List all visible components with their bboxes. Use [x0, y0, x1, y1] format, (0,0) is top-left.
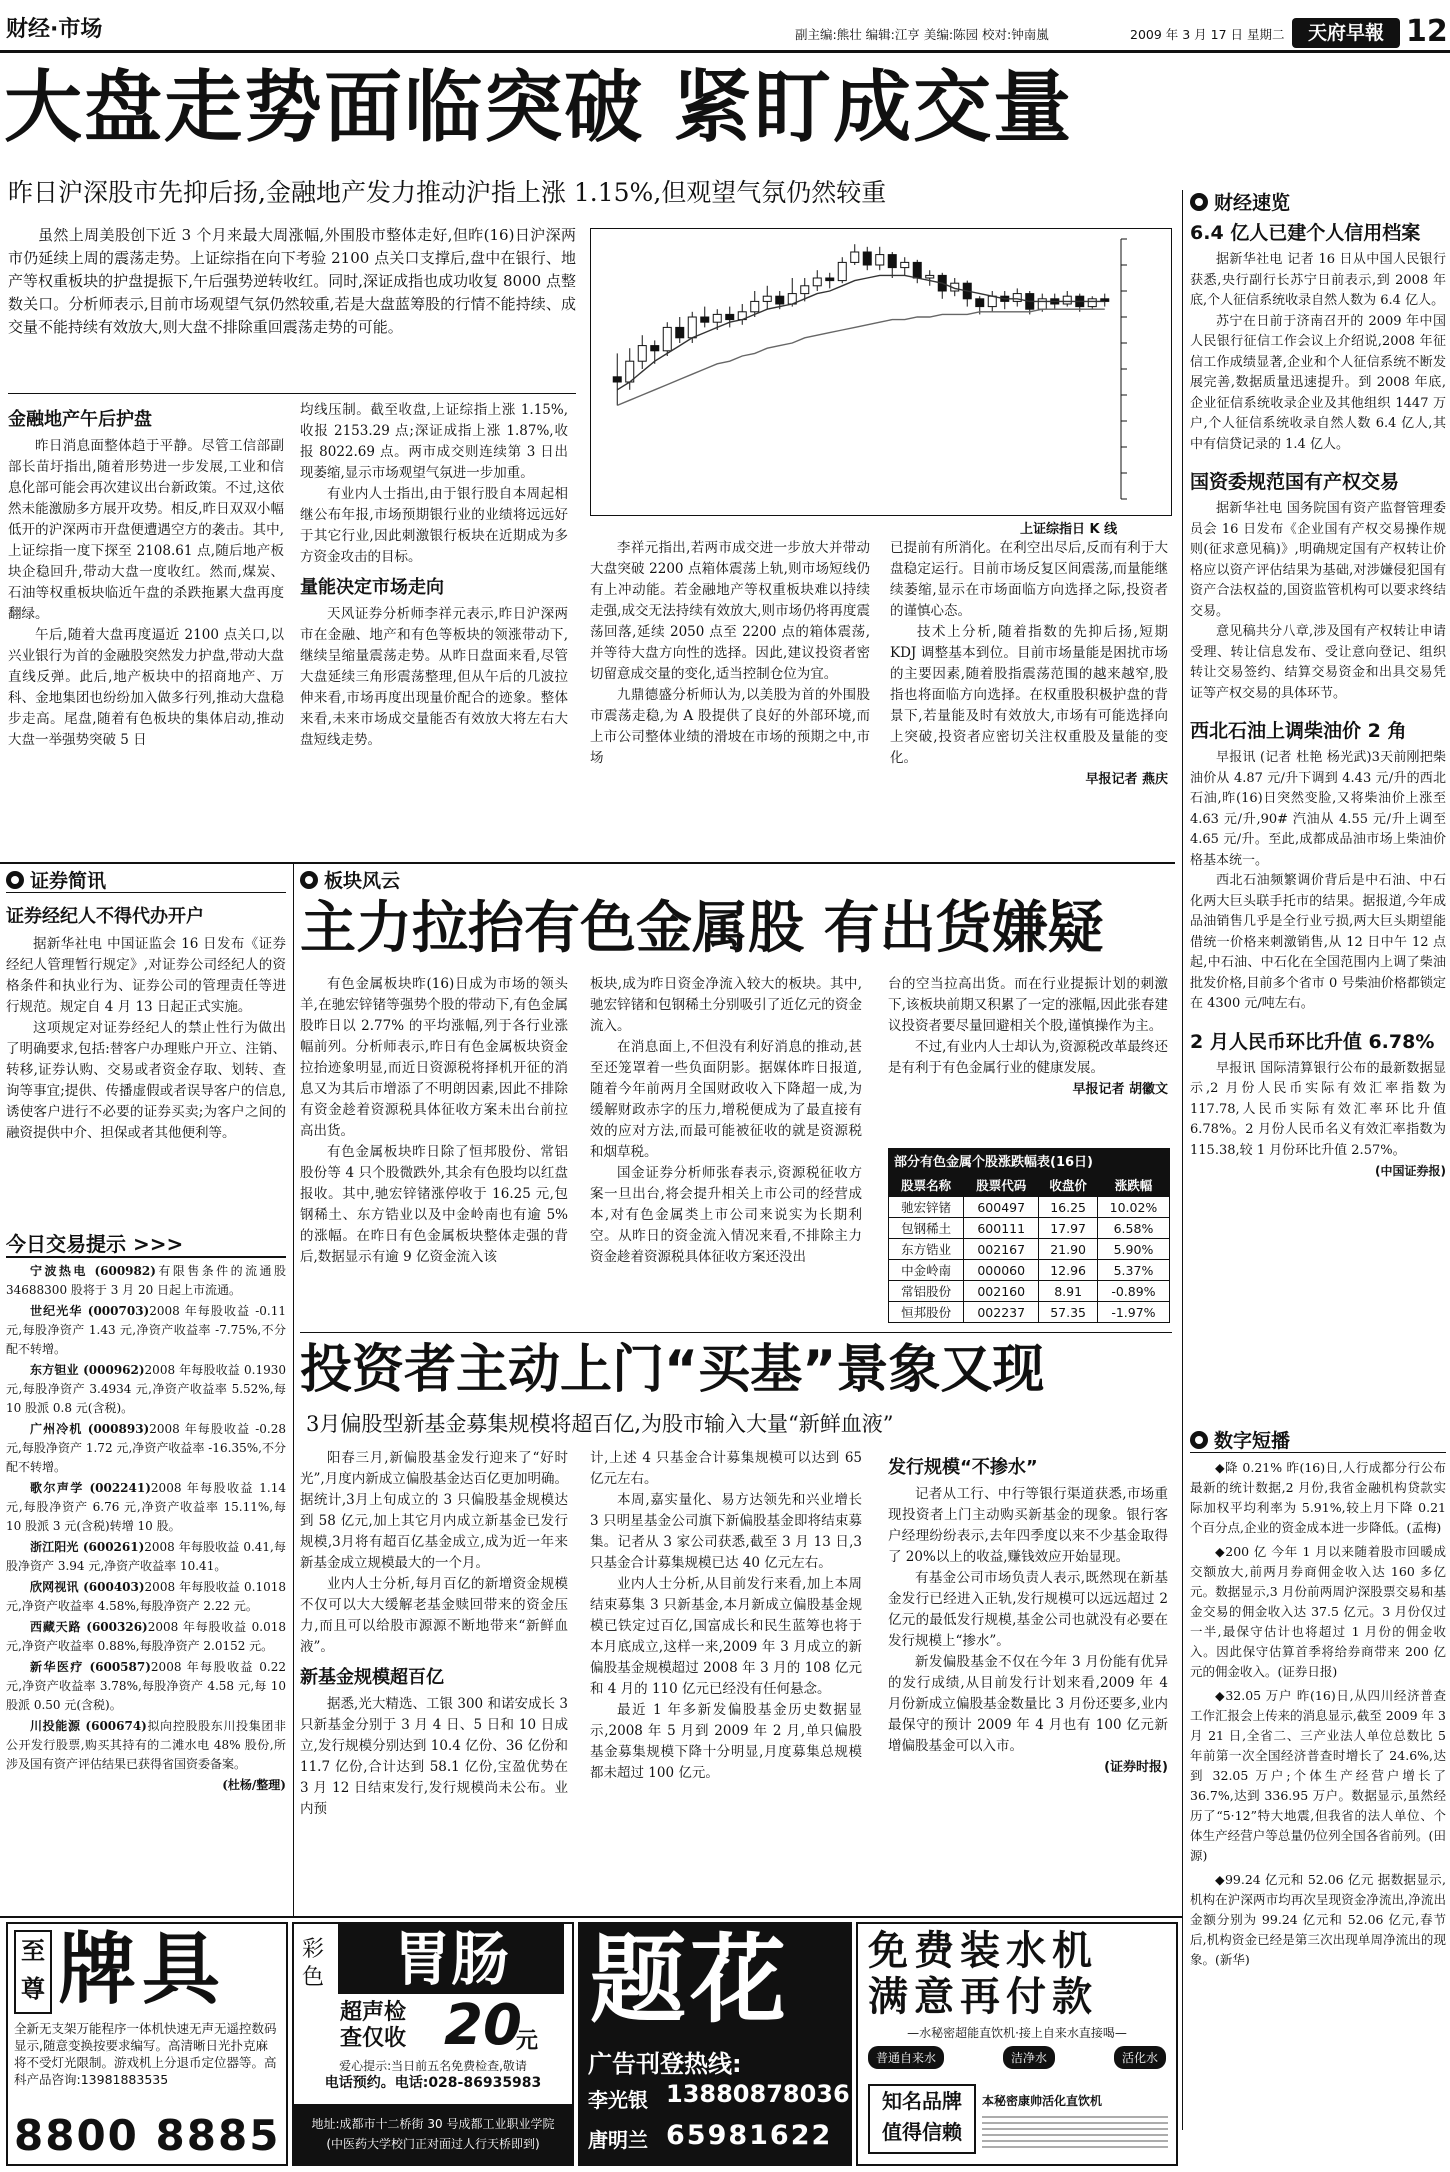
kline-candle	[1088, 296, 1096, 309]
kline-candle	[726, 307, 734, 328]
ad2-address-line: (中医药大学校门正对面过人行天桥即到)	[326, 2137, 540, 2151]
sidebar-title: 国资委规范国有产权交易	[1190, 471, 1400, 493]
kline-candle	[876, 247, 884, 270]
ad-card-water	[856, 1922, 1178, 2166]
ad2-note	[300, 2058, 566, 2092]
digit-brief: ◆99.24 亿元和 52.06 亿元 据数据显示,机构在沪深两市均再次呈现资金净流出,净流出金额分别为 99.24 亿元和 52.06 亿元,春节后,机构资金已经是第三次出现单周净流出的现象。(新华)	[1190, 1872, 1446, 1967]
metals-col3	[888, 974, 1168, 1100]
kline-candle	[701, 307, 709, 328]
table-cell: 17.97	[1039, 1218, 1098, 1239]
tip-text: 拟向控股股东川投集团非公开发行股票,购买其持有的二滩水电 48% 股份,所涉及国有资产评估结果已获得省国资委备案。	[6, 1719, 286, 1771]
ad4-badges	[868, 2046, 1166, 2069]
ad3-contact-name: 李光银	[588, 2088, 648, 2112]
tip-stock-name: 川投能源 (600674)	[30, 1719, 147, 1733]
brief-left-para: 据新华社电 中国证监会 16 日发布《证券经纪人管理暂行规定》,对证券公司经纪人的资格条件和执业行为、证券公司的管理责任等进行规范。规定自 4 月 13 日起正式实施。	[6, 936, 286, 1015]
digit-brief: ◆200 亿 今年 1 月以来随着股市回暖成交额放大,前两月券商佣金收入达 160 多亿元。数据显示,3 月份前两周沪深股票交易和基金交易的佣金收入达 37.5 亿元。3 月份仅过一半,最保守估计也将超过 1 月份的佣金收入。因此保守估算首季将给券商带来 200 亿元的佣金收入。(证券日报)	[1190, 1544, 1446, 1679]
tip-text: 2008 年每股收益 0.22 元,净资产收益率 3.78%,每股净资产 4.58 元,每 10 股派 0.50 元(含税)。	[6, 1660, 286, 1712]
ad2-line1: 超声检	[340, 2000, 407, 2025]
brief-section-header	[6, 866, 106, 893]
sidebar-title: 西北石油上调柴油价 2 角	[1190, 720, 1407, 742]
funds-para: 业内人士分析,从目前发行来看,加上本周结束募集 3 只新基金,本月新成立偏股基金规模已铁定过百亿,国富成长和民生蓝筹也将于本月底成立,这样一来,2009 年 3 月成立的新偏股基金规模超过 2008 年 3 月的 108 亿元和 4 月的 110 亿元已经没有任何悬念。	[590, 1576, 862, 1697]
ad2-small	[302, 1936, 324, 1992]
ad2-line2: 查仅收	[340, 2026, 407, 2051]
funds-subhead: 3月偏股型新基金募集规模将超百亿,为股市输入大量“新鲜血液”	[306, 1412, 894, 1436]
table-cell: 10.02%	[1097, 1197, 1169, 1218]
tip-stock-name: 广州冷机 (000893)	[30, 1422, 150, 1436]
funds-col1	[300, 1448, 568, 1820]
sidebar-para: 苏宁在日前于济南召开的 2009 年中国人民银行征信工作会议上介绍说,2008 年征信工作成绩显著,企业和个人征信系统不断发展完善,数据质量迅速提升。到 2008 年底,企业征信系统收录企业及其他组织 1447 万户,个人征信系统收录自然人数 6.4 亿人,其中有信贷记录的 1.4 亿人。	[1190, 313, 1446, 452]
ad-card-hotline	[578, 1922, 852, 2166]
table-cell: 6.58%	[1097, 1218, 1169, 1239]
tip-item	[6, 1361, 286, 1418]
sidebar-para: 早报讯 (记者 杜艳 杨光武)3天前刚把柴油价从 4.87 元/升下调到 4.43 元/升的西北石油,昨(16)日突然变脸,又将柴油价上涨至 4.63 元/升,90# 汽油从 4.55 元/升上调至 4.65 元/升。至此,成都成品油市场上柴油价格基本统一。	[1190, 750, 1446, 868]
kline-candle	[963, 281, 971, 307]
table-row	[889, 1239, 1170, 1260]
lead-col2	[300, 400, 568, 751]
lead-para: 技术上分析,随着指数的先抑后扬,短期 KDJ 调整基本到位。目前市场量能是困扰市场的主要因素,随着股指震荡范围的越来越窄,股指也将面临方向选择。在权重股积极护盘的背景下,若量能及时有效放大,市场有可能选择向上突破,投资者应密切关注权重股及量能的变化。	[890, 624, 1168, 766]
ad-card-tables	[6, 1922, 288, 2166]
tip-item	[6, 1420, 286, 1477]
metals-para: 国金证券分析师张春表示,资源税征收方案一旦出台,将会提升相关上市公司的经营成本,对有色金属类上市公司来说实为长期利空。从昨日的资金流入情况来看,不排除主力资金趁着资源税具体征收方案还没出	[590, 1165, 862, 1265]
section-bullet-icon	[6, 871, 24, 889]
table-cell: 002167	[964, 1239, 1039, 1260]
table-cell: 东方锆业	[889, 1239, 964, 1260]
digits-section-header	[1190, 1426, 1290, 1453]
tip-item	[6, 1302, 286, 1359]
issue-date: 2009 年 3 月 17 日 星期二	[1130, 27, 1285, 42]
brief-left-title: 证券经纪人不得代办开户	[6, 906, 204, 927]
table-row	[889, 1218, 1170, 1239]
table-header-cell: 股票名称	[889, 1174, 964, 1197]
kline-candle	[1063, 291, 1071, 307]
paper-logo: 天府早報	[1292, 18, 1400, 48]
ad4-badge: 洁净水	[1003, 2046, 1055, 2069]
lead-byline: 早报记者 燕庆	[1085, 772, 1168, 787]
kline-candle	[851, 244, 859, 265]
funds-para: 新发偏股基金不仅在今年 3 月份能有优异的发行成绩,从目前发行计划来看,2009 年 4 月份新成立偏股基金数量比 3 月份还要多,业内最保守的预计 2009 年 4 月也有 100 亿元新增偏股基金可以入市。	[888, 1654, 1168, 1754]
lead-para: 均线压制。截至收盘,上证综指上涨 1.15%,收报 2153.29 点;深证成指上涨 1.87%,收报 8022.69 点。两市成交则连续第 3 日出现萎缩,显示市场观望气氛进一步加重。	[300, 402, 568, 481]
brief-section-title: 证券简讯	[30, 870, 107, 892]
ad2-phone: 电话预约。电话:028-86935983	[324, 2075, 542, 2091]
kline-chart	[590, 228, 1172, 516]
kline-candle	[813, 270, 821, 291]
ad4-line2: 满意再付款	[868, 1974, 1098, 2020]
table-cell: 600111	[964, 1218, 1039, 1239]
tip-text: 2008 年每股收益 -0.11 元,每股净资产 1.43 元,净资产收益率 -7.75%,不分配不转增。	[6, 1304, 286, 1356]
tip-text: 有限售条件的流通股 34688300 股将于 3 月 20 日起上市流通。	[6, 1264, 286, 1297]
sidebar-para: 意见稿共分八章,涉及国有产权转让申请受理、转让信息发布、受让意向登记、组织转让交易签约、结算交易资金和出具交易凭证等产权交易的具体环节。	[1190, 624, 1446, 701]
tip-stock-name: 世纪光华 (000703)	[30, 1304, 150, 1318]
funds-para: 记者从工行、中行等银行渠道获悉,市场重现投资者上门主动购买新基金的现象。银行客户经理纷纷表示,去年四季度以来不少基金取得了 20%以上的收益,赚钱效应开始显现。	[888, 1486, 1168, 1565]
ad1-badge-char: 至	[21, 1937, 45, 1965]
ad2-address	[294, 2104, 572, 2166]
kline-candle	[651, 340, 659, 363]
tip-text: 2008 年每股收益 -0.28 元,每股净资产 1.72 元,净资产收益率 -16.35%,不分配不转增。	[6, 1422, 286, 1474]
ad3-title: 题花	[590, 1924, 790, 2036]
lead-intro-text: 虽然上周美股创下近 3 个月来最大周涨幅,外围股市整体走好,但昨(16)日沪深两市仍延续上周的震荡走势。上证综指在向下考验 2100 点关口支撑后,盘中在银行、地产等权重板块的护盘提振下,午后强势逆转收红。同时,深证成指也成功收复 8000 点整数关口。分析师表示,目前市场观望气氛仍然较重,若是大盘蓝筹股的行情不能持续、成交量不能持续有效放大,则大盘不排除重回震荡走势的可能。	[8, 226, 576, 336]
tips-title: 今日交易提示 >>>	[6, 1232, 184, 1256]
lead-para: 已提前有所消化。在利空出尽后,反而有利于大盘稳定运行。目前市场反复区间震荡,而量能继续萎缩,显示在市场面临方向选择之际,投资者的谨慎心态。	[890, 540, 1168, 619]
sidebar-section-header	[1190, 188, 1290, 215]
metals-section-header	[300, 866, 400, 893]
tip-stock-name: 欣网视讯 (600403)	[30, 1580, 145, 1594]
lead-para: 午后,随着大盘再度逼近 2100 点关口,以兴业银行为首的金融股突然发力护盘,带动大盘直线反弹。此后,地产板块中的招商地产、万科、金地集团也纷纷加入做多行列,推动大盘稳步走高。尾盘,随着有色板块的集体启动,推动大盘一举强势突破 5 日	[8, 627, 284, 748]
ad4-line1: 免费装水机	[868, 1928, 1098, 1974]
brief-left-para: 这项规定对证券经纪人的禁止性行为做出了明确要求,包括:替客户办理账户开立、注销、转移,证券认购、交易或者资金存取、划转、查询等事宜;提供、传播虚假或者误导客户的信息,诱使客户进行不必要的证券买卖;为客户之间的融资提供中介、担保或者其他便利等。	[6, 1020, 286, 1141]
metals-para: 不过,有业内人士却认为,资源税改革最终还是有利于有色金属行业的健康发展。	[888, 1039, 1168, 1076]
editors-line: 副主编:熊壮 编辑:江亨 美编:陈园 校对:钟南嵐	[795, 27, 1049, 42]
metals-byline: 早报记者 胡徽文	[1072, 1082, 1168, 1097]
sidebar-para: 据新华社电 国务院国有资产监督管理委员会 16 日发布《企业国有产权交易操作规则(征求意见稿)》,明确规定国有产权转让价格应以资产评估结果为基础,对涉嫌侵犯国有资产合法权益的,国资监管机构可以要求终结交易。	[1190, 501, 1446, 619]
section-bullet-icon	[1190, 1431, 1208, 1449]
ad4-brand	[868, 2084, 976, 2154]
metals-table-title: 部分有色金属个股涨跌幅表(16日)	[888, 1148, 1170, 1173]
metals-para: 有色金属板块昨日除了恒邦股份、常铝股份等 4 只个股微跌外,其余有色股均以红盘报收。其中,驰宏锌锗涨停收于 16.25 元,包钢稀土、东方锆业以及中金岭南也有逾 5% 的涨幅。在昨日有色金属板块整体走强的背后,数据显示有逾 9 亿资金流入该	[300, 1144, 568, 1265]
table-row	[889, 1302, 1170, 1323]
sidebar-title: 6.4 亿人已建个人信用档案	[1190, 222, 1421, 244]
tip-item	[6, 1717, 286, 1774]
kline-candle	[738, 304, 746, 325]
kline-candle	[901, 257, 909, 275]
section-bullet-icon	[1190, 193, 1208, 211]
table-cell: 002237	[964, 1302, 1039, 1323]
kline-candle	[826, 273, 834, 289]
ad1-text: 全新无支架万能程序一体机快速无声无遥控数码显示,随意变换按要求编写。高清晰日光扑克麻将不受灯光限制。游戏机上分退币定位器等。高科产品咨询:13981883535	[14, 2021, 277, 2087]
ad2-price: 20	[444, 1993, 522, 2058]
ad2-note-line: 爱心提示:当日前五名免费检查,敬请	[339, 2059, 527, 2073]
kline-candle	[913, 260, 921, 283]
ad2-address-line: 地址:成都市十二桥街 30 号成都工业职业学院	[311, 2117, 555, 2131]
funds-para: 业内人士分析,每月百亿的新增资金规模不仅可以大大缓解老基金赎回带来的资金压力,而且可以给股市源源不断地带来“新鲜血液”。	[300, 1576, 568, 1655]
metals-headline: 主力拉抬有色金属股 有出货嫌疑	[300, 896, 1104, 961]
ad4-brand-line: 值得信赖	[882, 2120, 962, 2144]
ad-card-clinic	[292, 1922, 574, 2166]
funds-headline: 投资者主动上门“买基”景象又现	[300, 1340, 1045, 1400]
table-cell: 12.96	[1039, 1260, 1098, 1281]
digit-brief: ◆降 0.21% 昨(16)日,人行成都分行公布最新的统计数据,2 月份,我省金融机构贷款实际加权平均利率为 5.91%,较上月下降 0.21 个百分点,企业的资金成本进一步降低。(孟梅)	[1190, 1460, 1446, 1535]
metals-col2	[590, 974, 862, 1268]
digit-brief: ◆32.05 万户 昨(16)日,从四川经济普查工作汇报会上传来的消息显示,截至 2009 年 3 月 21 日,全省二、三产业法人单位总数比 5 年前第一次全国经济普查时增长了 24.6%,达到 32.05 万户;个体生产经营户增长了 36.7%,达到 336.95 万户。数据显示,虽然经历了“5·12”特大地震,但我省的法人单位、个体生产经营户等总量仍位列全国各省前列。(田源)	[1190, 1688, 1446, 1863]
tip-stock-name: 新华医疗 (600587)	[30, 1660, 151, 1674]
tip-text: 2008 年每股收益 0.1018 元,净资产收益率 4.58%,每股净资产 2.22 元。	[6, 1580, 286, 1613]
ad4-badge: 普通自来水	[868, 2046, 944, 2069]
table-cell: 16.25	[1039, 1197, 1098, 1218]
section-bullet-icon	[300, 871, 318, 889]
kline-candle	[1001, 291, 1009, 309]
table-cell: 5.37%	[1097, 1260, 1169, 1281]
tip-text: 2008 年每股收益 0.1930 元,每股净资产 3.4934 元,净资产收益率 5.52%,每 10 股派 0.8 元(含税)。	[6, 1363, 286, 1415]
lead-subhead: 昨日沪深股市先抑后扬,金融地产发力推动沪指上涨 1.15%,但观望气氛仍然较重	[8, 178, 887, 207]
lead-para: 九鼎德盛分析师认为,以美股为首的外围股市震荡走稳,为 A 股提供了良好的外部环境,而上市公司整体业绩的滑坡在市场的预期之中,市场	[590, 687, 870, 766]
ad4-shop: 本秘密康帅活化直饮机	[982, 2094, 1103, 2108]
sidebar-title: 2 月人民币环比升值 6.78%	[1190, 1030, 1435, 1053]
table-row	[889, 1260, 1170, 1281]
table-cell: 000060	[964, 1260, 1039, 1281]
tip-stock-name: 西藏天路 (600326)	[30, 1620, 148, 1634]
ad3-hotline: 广告刊登热线:	[588, 2050, 742, 2078]
digits-list	[1190, 1458, 1446, 1974]
metals-table	[888, 1173, 1170, 1323]
kline-candle	[926, 270, 934, 286]
funds-para: 据悉,光大精选、工银 300 和诺安成长 3 只新基金分别于 3 月 4 日、5 日和 10 日成立,发行规模分别达到 10.4 亿份、36 亿份和 11.7 亿份,合计达到 58.1 亿份,宝盈优势在 3 月 12 日结束发行,发行规模尚未公布。业内预	[300, 1696, 568, 1817]
kline-candle	[838, 257, 846, 283]
funds-subtitle-2: 发行规模“不掺水”	[888, 1457, 1038, 1478]
lead-headline: 大盘走势面临突破 紧盯成交量	[4, 63, 1074, 153]
ad4-fineprint	[982, 2112, 1168, 2148]
table-cell: -1.97%	[1097, 1302, 1169, 1323]
sidebar-column	[1190, 214, 1446, 1182]
ad2-unit: 元	[516, 2029, 539, 2054]
chart-caption: 上证综指日 K 线	[1020, 522, 1118, 537]
ad1-badge-char: 尊	[21, 1975, 45, 2003]
metals-table-box	[888, 1148, 1170, 1323]
ad4-brand-line: 知名品牌	[882, 2089, 962, 2113]
ad3-contact-name: 唐明兰	[588, 2128, 648, 2152]
tips-list	[6, 1262, 286, 1795]
lead-subtitle-2: 量能决定市场走向	[300, 577, 444, 598]
lead-col3	[590, 538, 870, 769]
ad3-contact-phone: 13880878036	[666, 2080, 850, 2108]
tip-item	[6, 1658, 286, 1715]
ad1-title: 牌具	[58, 1925, 227, 2015]
table-cell: 002160	[964, 1281, 1039, 1302]
ad1-phone: 8800 8885	[14, 2111, 281, 2160]
lead-subtitle-1: 金融地产午后护盘	[8, 409, 152, 430]
lead-para: 天风证券分析师李祥元表示,昨日沪深两市在金融、地产和有色等板块的领涨带动下,继续呈缩量震荡走势。从昨日盘面来看,尽管大盘延续三角形震荡整理,但从午后的几波拉伸来看,市场再度出现量价配合的迹象。整体来看,未来市场成交量能否有效放大将左右大盘短线走势。	[300, 606, 568, 748]
tip-stock-name: 东方钽业 (000962)	[30, 1363, 145, 1377]
metals-section-title: 板块风云	[324, 870, 401, 892]
ad2-small-char: 色	[302, 1965, 325, 1990]
lead-para: 李祥元指出,若两市成交进一步放大并带动大盘突破 2200 点箱体震荡上轨,则市场短线仍有上冲动能。若金融地产等权重板块难以持续走强,成交无法持续有效放大,则市场仍将再度震荡回落,延续 2050 点至 2200 点的箱体震荡,并等待大盘方向性的选择。因此,建议投资者密切留意成交量的变化,适当控制仓位为宜。	[590, 540, 870, 682]
kline-candle	[763, 286, 771, 309]
tip-item	[6, 1479, 286, 1536]
sidebar-para: 西北石油频繁调价背后是中石油、中石化两大巨头联手托市的结果。据报道,今年成品油销售几乎是全行业亏损,两大巨头期望能借统一价格来刺激销售,从 12 日中午 12 点起,中石油、中石化在全国范围内上调了柴油批发价格,目前多个省市 0 号柴油价格都锁定在 4300 元/吨左右。	[1190, 873, 1446, 1011]
sidebar-para: 早报讯 国际清算银行公布的最新数据显示,2 月份人民币实际有效汇率指数为 117.78,人民币实际有效汇率环比升值 6.78%。2 月份人民币名义有效汇率指数为 115.38,较 1 月份环比升值 2.57%。	[1190, 1060, 1446, 1158]
table-cell: 57.35	[1039, 1302, 1098, 1323]
tip-item	[6, 1618, 286, 1656]
tip-item	[6, 1578, 286, 1616]
section-name: 财经·市场	[6, 17, 103, 42]
lead-col1	[8, 400, 284, 751]
table-row	[889, 1197, 1170, 1218]
table-cell: 600497	[964, 1197, 1039, 1218]
kline-candle	[613, 353, 621, 405]
kline-candle	[988, 291, 996, 312]
funds-para: 计,上述 4 只基金合计募集规模可以达到 65 亿元左右。	[590, 1450, 862, 1487]
ad4-tagline: —水秘密超能直饮机·接上自来水直接喝—	[907, 2026, 1127, 2040]
kline-candle	[888, 252, 896, 278]
sidebar-para: 据新华社电 记者 16 日从中国人民银行获悉,央行副行长苏宁日前表示,到 2008 年底,个人征信系统收录自然人数为 6.4 亿人。	[1190, 252, 1446, 308]
tip-item	[6, 1538, 286, 1576]
ad4-badge: 活化水	[1114, 2046, 1166, 2069]
metals-para: 板块,成为昨日资金净流入较大的板块。其中,驰宏锌锗和包钢稀土分别吸引了近亿元的资金流入。	[590, 976, 862, 1034]
kline-candle	[1013, 288, 1021, 306]
brief-left-column	[6, 898, 286, 1144]
metals-para: 台的空当拉高出货。而在行业提振计划的刺激下,该板块前期又积累了一定的涨幅,因此张春建议投资者要尽量回避相关个股,谨慎操作为主。	[888, 976, 1168, 1034]
ad3-contact-phone: 65981622	[666, 2120, 833, 2151]
tip-stock-name: 歌尔声学 (002241)	[30, 1481, 151, 1495]
funds-para: 本周,嘉实量化、易方达领先和兴业增长 3 只明星基金公司旗下新偏股基金即将结束募集。记者从 3 家公司获悉,截至 3 月 13 日,3 只基金合计募集规模已达 40 亿元左右。	[590, 1492, 862, 1571]
kline-candle	[863, 247, 871, 270]
table-header-cell: 收盘价	[1039, 1174, 1098, 1197]
table-cell: 中金岭南	[889, 1260, 964, 1281]
kline-candle	[1101, 294, 1109, 307]
table-cell: 5.90%	[1097, 1239, 1169, 1260]
lead-para: 昨日消息面整体趋于平静。尽管工信部副部长苗圩指出,随着形势进一步发展,工业和信息化部可能会再次建议出台新政策。不过,这依然未能激励多方展开攻势。相反,昨日双双小幅低开的沪深两市开盘便遭遇空方的袭击。其中,上证综指一度下探至 2108.61 点,随后地产板块企稳回升,带动大盘一度收红。然而,煤炭、石油等权重板块临近午盘的杀跌拖累大盘再度翻绿。	[8, 438, 284, 622]
metals-para: 有色金属板块昨(16)日成为市场的领头羊,在驰宏锌锗等强势个股的带动下,有色金属股昨日以 2.77% 的平均涨幅,列于各行业涨幅前列。分析师表示,昨日有色金属板块资金拉抬迹象明显,而近日资源税将择机开征的消息又为其后市增添了不明朗因素,因此不排除有资金趁着资源税具体征收方案未出台前拉高出货。	[300, 976, 568, 1139]
page-number: 12	[1406, 14, 1448, 49]
ad1-badge	[14, 1930, 52, 2014]
sidebar-credit: (中国证券报)	[1375, 1164, 1446, 1178]
funds-col3	[888, 1448, 1168, 1778]
tips-credit: (杜杨/整理)	[222, 1778, 286, 1792]
tip-text: 2008 年每股收益 1.14 元,每股净资产 6.76 元,净资产收益率 15.11%,每 10 股派 3 元(含税)转增 10 股。	[6, 1481, 286, 1533]
kline-candle	[638, 335, 646, 369]
table-cell: -0.89%	[1097, 1281, 1169, 1302]
funds-para: 阳春三月,新偏股基金发行迎来了“好时光”,月度内新成立偏股基金达百亿更加明确。据统计,3月上旬成立的 3 只偏股基金规模达到 58 亿元,加上其它月内成立新基金已发行规模,3月将有超百亿基金成立,成为近一年来新基金成立规模最大的一个月。	[300, 1450, 568, 1571]
lead-para: 有业内人士指出,由于银行股自本周起相继公布年报,市场预期银行业的业绩将远远好于其它行业,因此刺激银行板块在近期成为多方资金攻击的目标。	[300, 486, 568, 565]
metals-para: 在消息面上,不但没有利好消息的推动,甚至还笼罩着一些负面阴影。据媒体昨日报道,随着今年前两月全国财政收入下降超一成,为缓解财政赤字的压力,增税便成为了最直接有效的应对方法,而最可能被征收的就是资源税和烟草税。	[590, 1039, 862, 1160]
table-row	[889, 1281, 1170, 1302]
table-header-cell: 股票代码	[964, 1174, 1039, 1197]
lead-intro	[8, 224, 576, 339]
kline-candle	[938, 273, 946, 299]
table-cell: 恒邦股份	[889, 1302, 964, 1323]
table-cell: 常铝股份	[889, 1281, 964, 1302]
tip-text: 2008 年每股收益 0.018 元,净资产收益率 0.88%,每股净资产 2.0152 元。	[6, 1620, 286, 1653]
tip-item	[6, 1262, 286, 1300]
kline-svg	[591, 229, 1171, 515]
ad2-title: 胃肠	[338, 1924, 564, 1994]
table-header-cell: 涨跌幅	[1097, 1174, 1169, 1197]
ad2-small-char: 彩	[302, 1937, 325, 1962]
digits-section-title: 数字短播	[1214, 1430, 1291, 1452]
funds-byline: (证券时报)	[1104, 1760, 1168, 1775]
table-cell: 驰宏锌锗	[889, 1197, 964, 1218]
funds-para: 最近 1 年多新发偏股基金历史数据显示,2008 年 5 月到 2009 年 2 月,单只偏股基金募集规模下降十分明显,月度募集总规模都未超过 100 亿元。	[590, 1702, 862, 1781]
metals-col1	[300, 974, 568, 1268]
tip-text: 2008 年每股收益 0.41,每股净资产 3.94 元,净资产收益率 10.41。	[6, 1540, 287, 1573]
tip-stock-name: 宁波热电 (600982)	[30, 1264, 156, 1278]
funds-para: 有基金公司市场负责人表示,既然现在新基金发行已经进入正轨,发行规模可以远远超过 2 亿元的最低发行规模,基金公司也就没有必要在发行规模上“掺水”。	[888, 1570, 1168, 1649]
lead-col4	[890, 538, 1168, 790]
funds-subtitle-1: 新基金规模超百亿	[300, 1667, 444, 1688]
tip-stock-name: 浙江阳光 (600261)	[30, 1540, 145, 1554]
sidebar-section-title: 财经速览	[1214, 192, 1291, 214]
funds-col2	[590, 1448, 862, 1784]
table-cell: 包钢稀土	[889, 1218, 964, 1239]
kline-candle	[676, 317, 684, 343]
table-cell: 8.91	[1039, 1281, 1098, 1302]
table-cell: 21.90	[1039, 1239, 1098, 1260]
